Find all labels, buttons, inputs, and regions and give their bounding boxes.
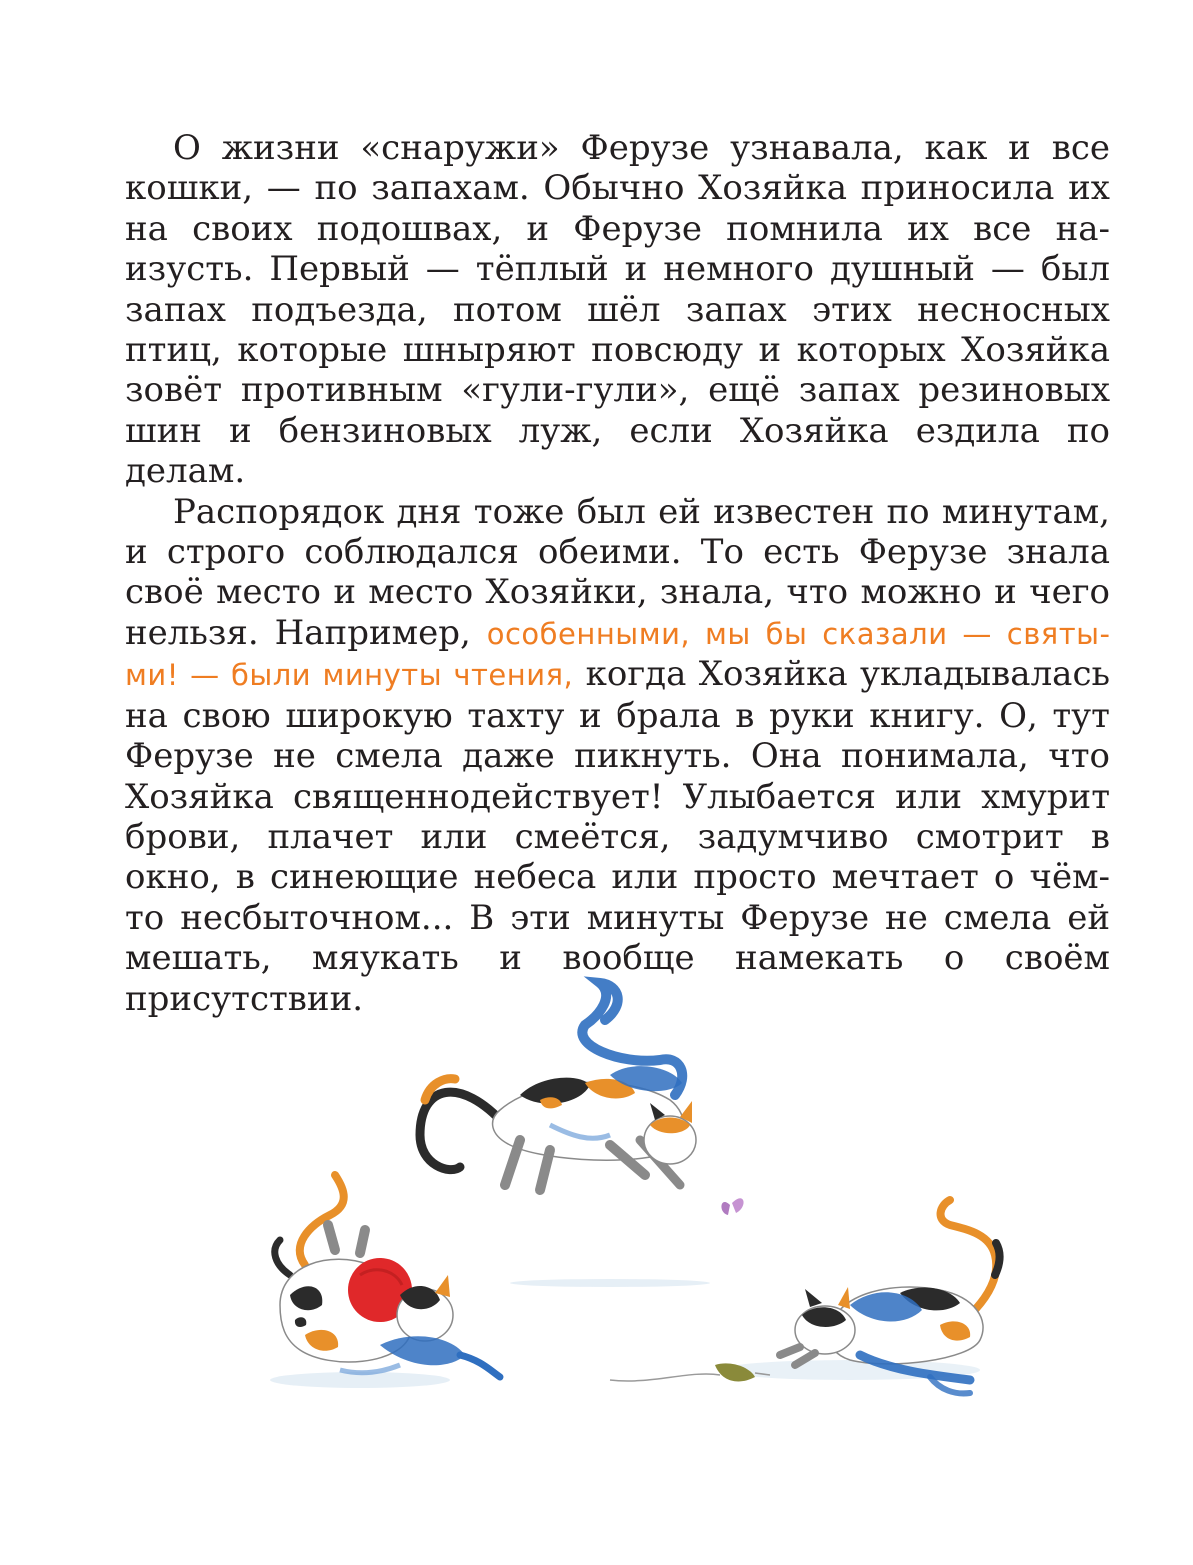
jumping-cat <box>420 983 696 1190</box>
paragraph-2-end: когда Хозяйка укладывалась на свою широкую тахту и брала в руки книгу. О, тут Ферузе не смела даже пикнуть. Она понимала, что Хозяйка священнодействует! Улыбается или хмурит брови, плачет или смеётся, задумчиво смотрит в окно, в синеющие небеса или просто мечтает о чём-то несбыточном... В эти минуты Ферузе не смела ей мешать, мяукать и вообще намекать о своём присутствии. <box>125 654 1110 1019</box>
paragraph-2 <box>125 492 1110 1019</box>
watercolor-cats-playing-icon <box>250 975 1010 1455</box>
paragraph-2-start: Распорядок дня тоже был ей известен по минутам, и строго соблюдался обеими. То есть Ферузе знала своё место и место Хозяйки, знала, что можно и чего нельзя. Например, <box>125 491 1110 653</box>
story-text <box>125 128 1110 1019</box>
butterfly-icon <box>721 1198 743 1215</box>
cat-with-ball <box>275 1175 500 1377</box>
paragraph-1: О жизни «снаружи» Ферузе узнавала, как и все кошки, — по запахам. Обычно Хозяйка приносила их на своих подошвах, и Ферузе помнила их все наизусть. Первый — тёплый и немного душный — был запах подъезда, потом шёл запах этих несносных птиц, которые шныряют повсюду и которых Хозяйка зовёт противным «гули-гули», ещё запах резиновых шин и бензиновых луж, если Хозяйка ездила по делам. <box>125 128 1110 492</box>
highlighted-phrase: особенными, мы бы сказали — святыми! — были минуты чтения, <box>125 616 1110 693</box>
